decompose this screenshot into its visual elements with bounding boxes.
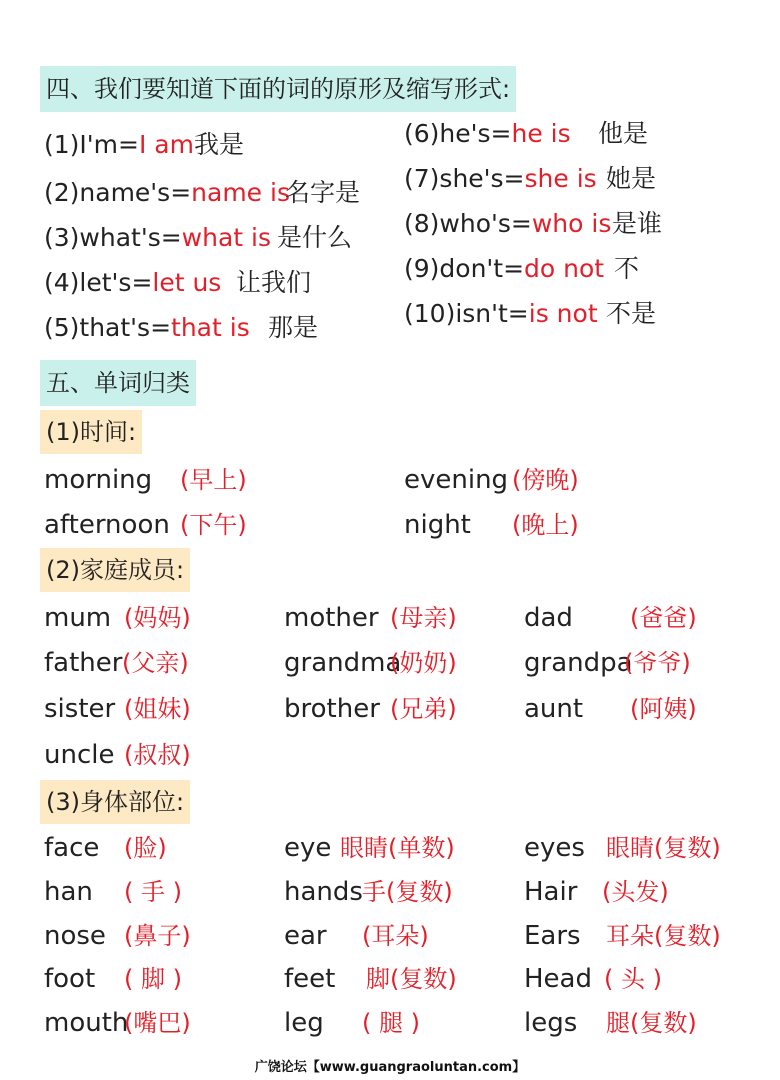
meaning: 让我们: [236, 268, 312, 297]
word-cn: 腿(复数): [606, 1009, 697, 1037]
word-en: evening: [404, 465, 509, 495]
word-cn: (母亲): [390, 604, 457, 632]
word-en: dad: [524, 603, 573, 633]
word-en: Ears: [524, 921, 581, 951]
word-en: mother: [284, 603, 379, 633]
word-en: mouth: [44, 1008, 129, 1038]
word-cn: (奶奶): [390, 649, 457, 677]
abbr: (5)that's=: [44, 313, 172, 342]
word-en: grandma: [284, 648, 402, 678]
word-cn: 眼睛(复数): [606, 834, 721, 862]
meaning: 不是: [606, 299, 657, 328]
full-form: what is: [181, 223, 272, 252]
word-cn: (早上): [180, 466, 247, 494]
family-subtitle: (2)家庭成员:: [40, 548, 190, 592]
full-form: name is: [191, 178, 290, 207]
full-form: that is: [171, 313, 250, 342]
word-en: grandpa: [524, 648, 633, 678]
word-cn: (晚上): [512, 511, 579, 539]
section5-title: 五、单词归类: [40, 360, 196, 406]
abbr-line-7: [404, 161, 657, 197]
word-cn: (嘴巴): [124, 1009, 191, 1037]
word-cn: ( 手 ): [124, 878, 182, 906]
word-cn: (爸爸): [630, 604, 697, 632]
abbr-line-10: [404, 296, 657, 332]
meaning: 他是: [598, 119, 649, 148]
word-en: night: [404, 510, 471, 540]
word-cn: (父亲): [122, 649, 189, 677]
word-cn: (脸): [124, 834, 167, 862]
word-cn: (兄弟): [390, 695, 457, 723]
abbr-line-6: [404, 116, 649, 152]
abbr-line-9: [404, 251, 640, 287]
word-cn: ( 头 ): [604, 965, 662, 993]
abbr: (8)who's=: [404, 209, 532, 238]
word-en: morning: [44, 465, 153, 495]
section4-title: 四、我们要知道下面的词的原形及缩写形式:: [40, 66, 516, 112]
meaning: 是谁: [612, 209, 663, 238]
footer-watermark: 广饶论坛【www.guangraoluntan.com】: [254, 1060, 526, 1075]
word-en: nose: [44, 921, 106, 951]
word-en: legs: [524, 1008, 578, 1038]
abbr: (4)let's=: [44, 268, 153, 297]
word-cn: (傍晚): [512, 466, 579, 494]
meaning: 那是: [268, 313, 319, 342]
word-cn: (爷爷): [624, 649, 691, 677]
abbr-line-2: [44, 175, 361, 211]
word-en: hands: [284, 877, 363, 907]
abbr: (7)she's=: [404, 164, 525, 193]
word-en: Hair: [524, 877, 578, 907]
full-form: he is: [511, 119, 571, 148]
full-form: she is: [524, 164, 597, 193]
word-en: face: [44, 833, 100, 863]
word-cn: (下午): [180, 511, 247, 539]
word-en: eyes: [524, 833, 585, 863]
full-form: I am: [138, 130, 194, 159]
word-en: father: [44, 648, 123, 678]
word-cn: 脚(复数): [366, 965, 457, 993]
meaning: 我是: [194, 130, 245, 159]
full-form: do not: [524, 254, 605, 283]
abbr-line-1: [44, 127, 245, 163]
full-form: who is: [531, 209, 612, 238]
abbr: (9)don't=: [404, 254, 525, 283]
word-en: afternoon: [44, 510, 170, 540]
word-cn: ( 脚 ): [124, 965, 182, 993]
time-subtitle: (1)时间:: [40, 410, 142, 454]
word-cn: (头发): [602, 878, 669, 906]
abbr: (6)he's=: [404, 119, 512, 148]
full-form: let us: [152, 268, 222, 297]
meaning: 是什么: [277, 223, 353, 252]
abbr-line-8: [404, 206, 663, 242]
word-cn: (姐妹): [124, 695, 191, 723]
abbr-line-4: [44, 265, 312, 301]
word-cn: (耳朵): [362, 922, 429, 950]
word-cn: (阿姨): [630, 695, 697, 723]
word-cn: 眼睛(单数): [340, 834, 455, 862]
body-subtitle: (3)身体部位:: [40, 780, 190, 824]
word-en: ear: [284, 921, 327, 951]
word-en: foot: [44, 964, 96, 994]
word-en: leg: [284, 1008, 324, 1038]
word-en: mum: [44, 603, 112, 633]
word-cn: (鼻子): [124, 922, 191, 950]
meaning: 她是: [606, 164, 657, 193]
word-en: uncle: [44, 740, 115, 770]
word-cn: ( 腿 ): [362, 1009, 420, 1037]
word-en: eye: [284, 833, 332, 863]
word-en: feet: [284, 964, 336, 994]
word-cn: 手(复数): [362, 878, 453, 906]
word-en: sister: [44, 694, 116, 724]
word-en: brother: [284, 694, 380, 724]
abbr: (2)name's=: [44, 178, 192, 207]
meaning: 名字是: [285, 178, 361, 207]
word-cn: (叔叔): [124, 741, 191, 769]
word-en: aunt: [524, 694, 584, 724]
abbr: (3)what's=: [44, 223, 182, 252]
abbr: (1)I'm=: [44, 130, 139, 159]
abbr: (10)isn't=: [404, 299, 529, 328]
word-en: han: [44, 877, 93, 907]
word-cn: (妈妈): [124, 604, 191, 632]
word-en: Head: [524, 964, 592, 994]
word-cn: 耳朵(复数): [606, 922, 721, 950]
abbr-line-3: [44, 220, 353, 256]
meaning: 不: [614, 254, 640, 283]
full-form: is not: [528, 299, 598, 328]
abbr-line-5: [44, 310, 319, 346]
